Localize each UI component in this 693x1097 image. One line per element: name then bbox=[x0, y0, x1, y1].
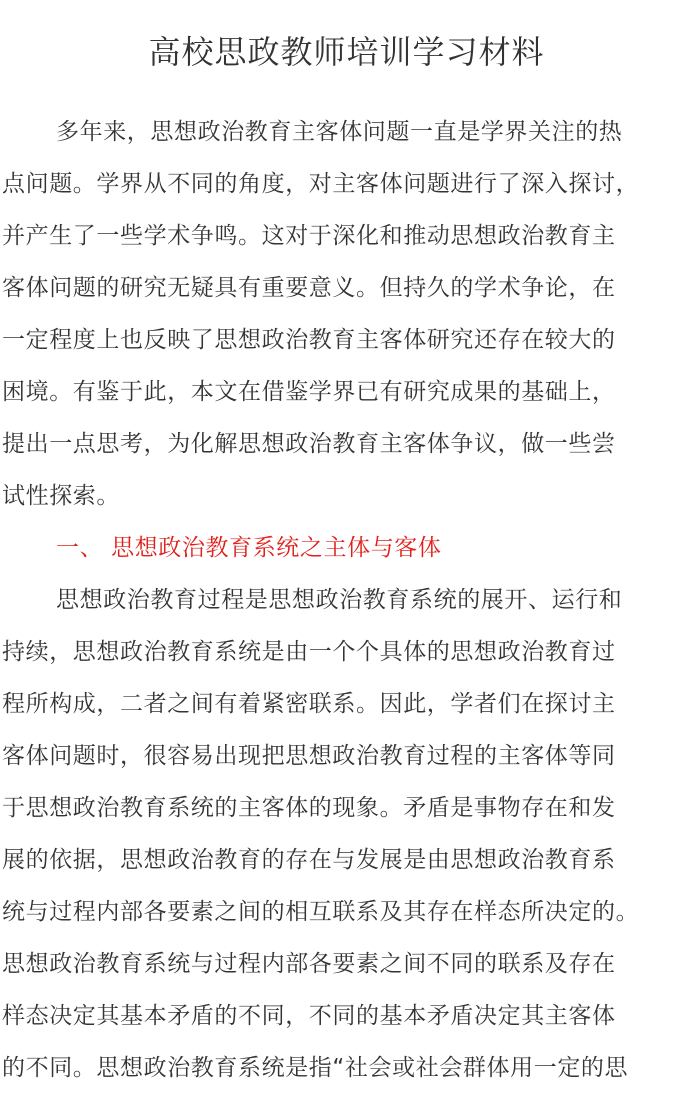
paragraph-line: 展的依据，思想政治教育的存在与发展是由思想政治教育系 bbox=[2, 847, 616, 873]
paragraph-line: 的不同。思想政治教育系统是指“社会或社会群体用一定的思 bbox=[2, 1055, 629, 1081]
paragraph-line: 一定程度上也反映了思想政治教育主客体研究还存在较大的 bbox=[2, 327, 616, 353]
paragraph-line: 于思想政治教育系统的主客体的现象。矛盾是事物存在和发 bbox=[2, 795, 616, 821]
document-title: 高校思政教师培训学习材料 bbox=[148, 33, 545, 71]
paragraph-line: 统与过程内部各要素之间的相互联系及其存在样态所决定的。 bbox=[2, 899, 640, 925]
section-heading: 一、 思想政治教育系统之主体与客体 bbox=[56, 535, 442, 561]
paragraph-line: 客体问题时，很容易出现把思想政治教育过程的主客体等同 bbox=[2, 743, 616, 769]
paragraph-line: 提出一点思考，为化解思想政治教育主客体争议，做一些尝 bbox=[2, 431, 616, 457]
paragraph-line: 思想政治教育系统与过程内部各要素之间不同的联系及存在 bbox=[2, 951, 616, 977]
paragraph-line: 困境。有鉴于此，本文在借鉴学界已有研究成果的基础上， bbox=[2, 379, 616, 405]
paragraph-line: 并产生了一些学术争鸣。这对于深化和推动思想政治教育主 bbox=[2, 223, 616, 249]
paragraph-line: 试性探索。 bbox=[2, 483, 120, 509]
paragraph-line: 客体问题的研究无疑具有重要意义。但持久的学术争论，在 bbox=[2, 275, 616, 301]
paragraph-line: 多年来，思想政治教育主客体问题一直是学界关注的热 bbox=[56, 119, 623, 145]
paragraph-line: 程所构成，二者之间有着紧密联系。因此，学者们在探讨主 bbox=[2, 691, 616, 717]
paragraph-line: 思想政治教育过程是思想政治教育系统的展开、运行和 bbox=[56, 587, 623, 613]
paragraph-line: 持续，思想政治教育系统是由一个个具体的思想政治教育过 bbox=[2, 639, 616, 665]
paragraph-line: 样态决定其基本矛盾的不同，不同的基本矛盾决定其主客体 bbox=[2, 1003, 616, 1029]
paragraph-line: 点问题。学界从不同的角度，对主客体问题进行了深入探讨， bbox=[2, 171, 640, 197]
